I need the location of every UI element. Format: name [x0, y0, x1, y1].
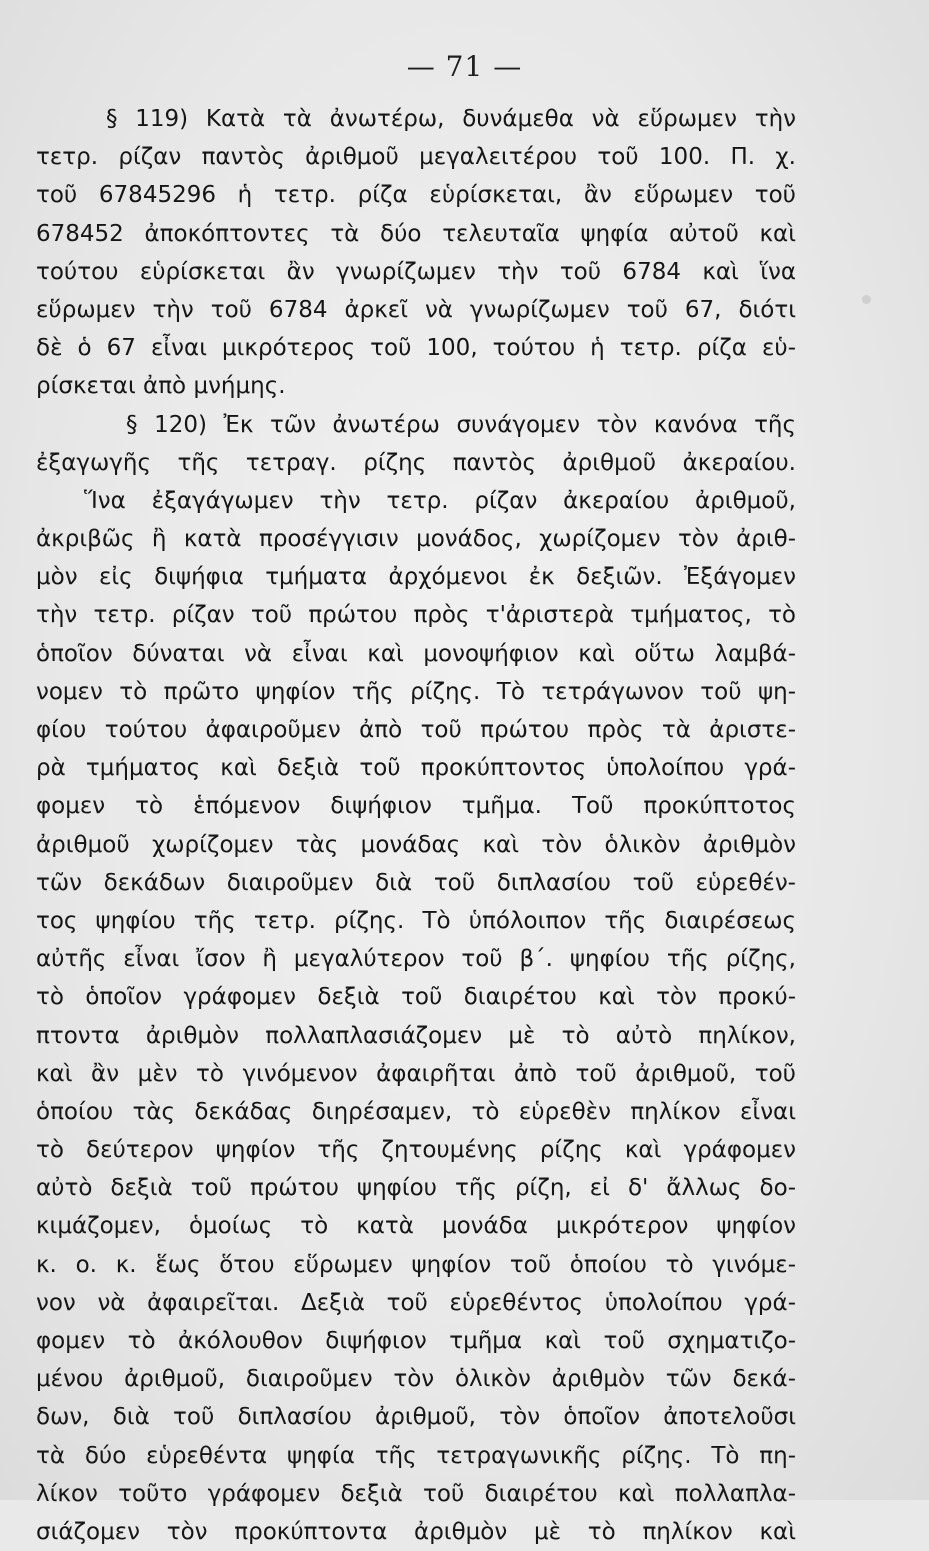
text-line: φομεν τὸ ἑπόμενον διψήφιον τμῆμα. Τοῦ προκύπτοτος	[36, 793, 796, 820]
text-line: τούτου εὑρίσκεται ἂν γνωρίζωμεν τὴν τοῦ 6784 καὶ ἵνα	[36, 258, 796, 285]
text-line: ὁποῖον δύναται νὰ εἶναι καὶ μονοψήφιον καὶ οὕτω λαμβά-	[36, 640, 796, 667]
text-line: τὸ ὁποῖον γράφομεν δεξιὰ τοῦ διαιρέτου καὶ τὸν προκύ-	[36, 984, 796, 1011]
text-line: πτοντα ἀριθμὸν πολλαπλασιάζομεν μὲ τὸ αὐτὸ πηλίκον,	[36, 1022, 796, 1049]
text-line: § 119) Κατὰ τὰ ἀνωτέρω, δυνάμεθα νὰ εὕρωμεν τὴν	[106, 106, 796, 132]
text-line: ἐξαγωγῆς τῆς τετραγ. ρίζης παντὸς ἀριθμοῦ ἀκεραίου.	[36, 449, 796, 476]
paper-speck	[862, 295, 871, 304]
text-line: σιάζομεν τὸν προκύπτοντα ἀριθμὸν μὲ τὸ πηλίκον καὶ	[36, 1518, 796, 1545]
text-line: τετρ. ρίζαν παντὸς ἀριθμοῦ μεγαλειτέρου τοῦ 100. Π. χ.	[36, 144, 796, 171]
text-line: νον νὰ ἀφαιρεῖται. Δεξιὰ τοῦ εὑρεθέντος ὑπολοίπου γρά-	[36, 1289, 796, 1316]
page-number: — 71 —	[406, 50, 523, 83]
text-line: φομεν τὸ ἀκόλουθον διψήφιον τμῆμα καὶ τοῦ σχηματιζο-	[36, 1328, 796, 1354]
text-line: κιμάζομεν, ὁμοίως τὸ κατὰ μονάδα μικρότερον ψηφίον	[36, 1213, 796, 1240]
text-line: ἀριθμοῦ χωρίζομεν τὰς μονάδας καὶ τὸν ὁλικὸν ἀριθμὸν	[36, 831, 796, 858]
text-line: Ἵνα ἐξαγάγωμεν τὴν τετρ. ρίζαν ἀκεραίου ἀριθμοῦ,	[84, 487, 796, 514]
text-line: ρὰ τμήματος καὶ δεξιὰ τοῦ προκύπτοντος ὑπολοίπου γρά-	[36, 755, 796, 782]
text-line: τὴν τετρ. ρίζαν τοῦ πρώτου πρὸς τ'ἀριστερὰ τμήματος, τὸ	[36, 602, 796, 629]
text-line: αὐτὸ δεξιὰ τοῦ πρώτου ψηφίου τῆς ρίζη, εἰ δ' ἄλλως δο-	[36, 1175, 796, 1202]
text-line: δὲ ὁ 67 εἶναι μικρότερος τοῦ 100, τούτου ἡ τετρ. ρίζα εὑ-	[36, 335, 796, 362]
text-line: ρίσκεται ἀπὸ μνήμης.	[36, 373, 286, 400]
text-line: τὰ δύο εὑρεθέντα ψηφία τῆς τετραγωνικῆς ρίζης. Τὸ πη-	[36, 1442, 796, 1469]
text-line: 678452 ἀποκόπτοντες τὰ δύο τελευταῖα ψηφία αὐτοῦ καὶ	[36, 220, 796, 247]
text-line: λίκον τοῦτο γράφομεν δεξιὰ τοῦ διαιρέτου καὶ πολλαπλα-	[36, 1480, 796, 1507]
text-line: τῶν δεκάδων διαιροῦμεν διὰ τοῦ διπλασίου τοῦ εὑρεθέν-	[36, 869, 796, 896]
text-line: § 120) Ἐκ τῶν ἀνωτέρω συνάγομεν τὸν κανόνα τῆς	[126, 411, 796, 438]
text-line: ἀκριβῶς ἢ κατὰ προσέγγισιν μονάδος, χωρίζομεν τὸν ἀριθ-	[36, 526, 796, 553]
text-line: τοῦ 67845296 ἡ τετρ. ρίζα εὑρίσκεται, ἂν εὕρωμεν τοῦ	[36, 182, 796, 209]
text-line: μὸν εἰς διψήφια τμήματα ἀρχόμενοι ἐκ δεξιῶν. Ἐξάγομεν	[36, 564, 796, 591]
body-text	[36, 100, 796, 1551]
text-line: εὕρωμεν τὴν τοῦ 6784 ἀρκεῖ νὰ γνωρίζωμεν τοῦ 67, διότι	[36, 296, 796, 323]
text-line: δων, διὰ τοῦ διπλασίου ἀριθμοῦ, τὸν ὁποῖον ἀποτελοῦσι	[36, 1404, 796, 1431]
text-line: ὁποίου τὰς δεκάδας διηρέσαμεν, τὸ εὑρεθὲν πηλίκον εἶναι	[36, 1098, 796, 1125]
text-line: τὸ δεύτερον ψηφίον τῆς ζητουμένης ρίζης καὶ γράφομεν	[36, 1137, 796, 1164]
text-line: νομεν τὸ πρῶτο ψηφίον τῆς ρίζης. Τὸ τετράγωνον τοῦ ψη-	[36, 678, 796, 705]
text-line: μένου ἀριθμοῦ, διαιροῦμεν τὸν ὁλικὸν ἀριθμὸν τῶν δεκά-	[36, 1366, 796, 1393]
text-line: αὐτῆς εἶναι ἴσον ἢ μεγαλύτερον τοῦ β΄. ψηφίου τῆς ρίζης,	[36, 946, 796, 973]
text-line: φίου τούτου ἀφαιροῦμεν ἀπὸ τοῦ πρώτου πρὸς τὰ ἀριστε-	[36, 717, 796, 743]
text-line: τος ψηφίου τῆς τετρ. ρίζης. Τὸ ὑπόλοιπον τῆς διαιρέσεως	[36, 907, 796, 934]
text-line: κ. ο. κ. ἕως ὅτου εὕρωμεν ψηφίον τοῦ ὁποίου τὸ γινόμε-	[36, 1251, 796, 1278]
text-line: καὶ ἂν μὲν τὸ γινόμενον ἀφαιρῆται ἀπὸ τοῦ ἀριθμοῦ, τοῦ	[36, 1060, 796, 1087]
